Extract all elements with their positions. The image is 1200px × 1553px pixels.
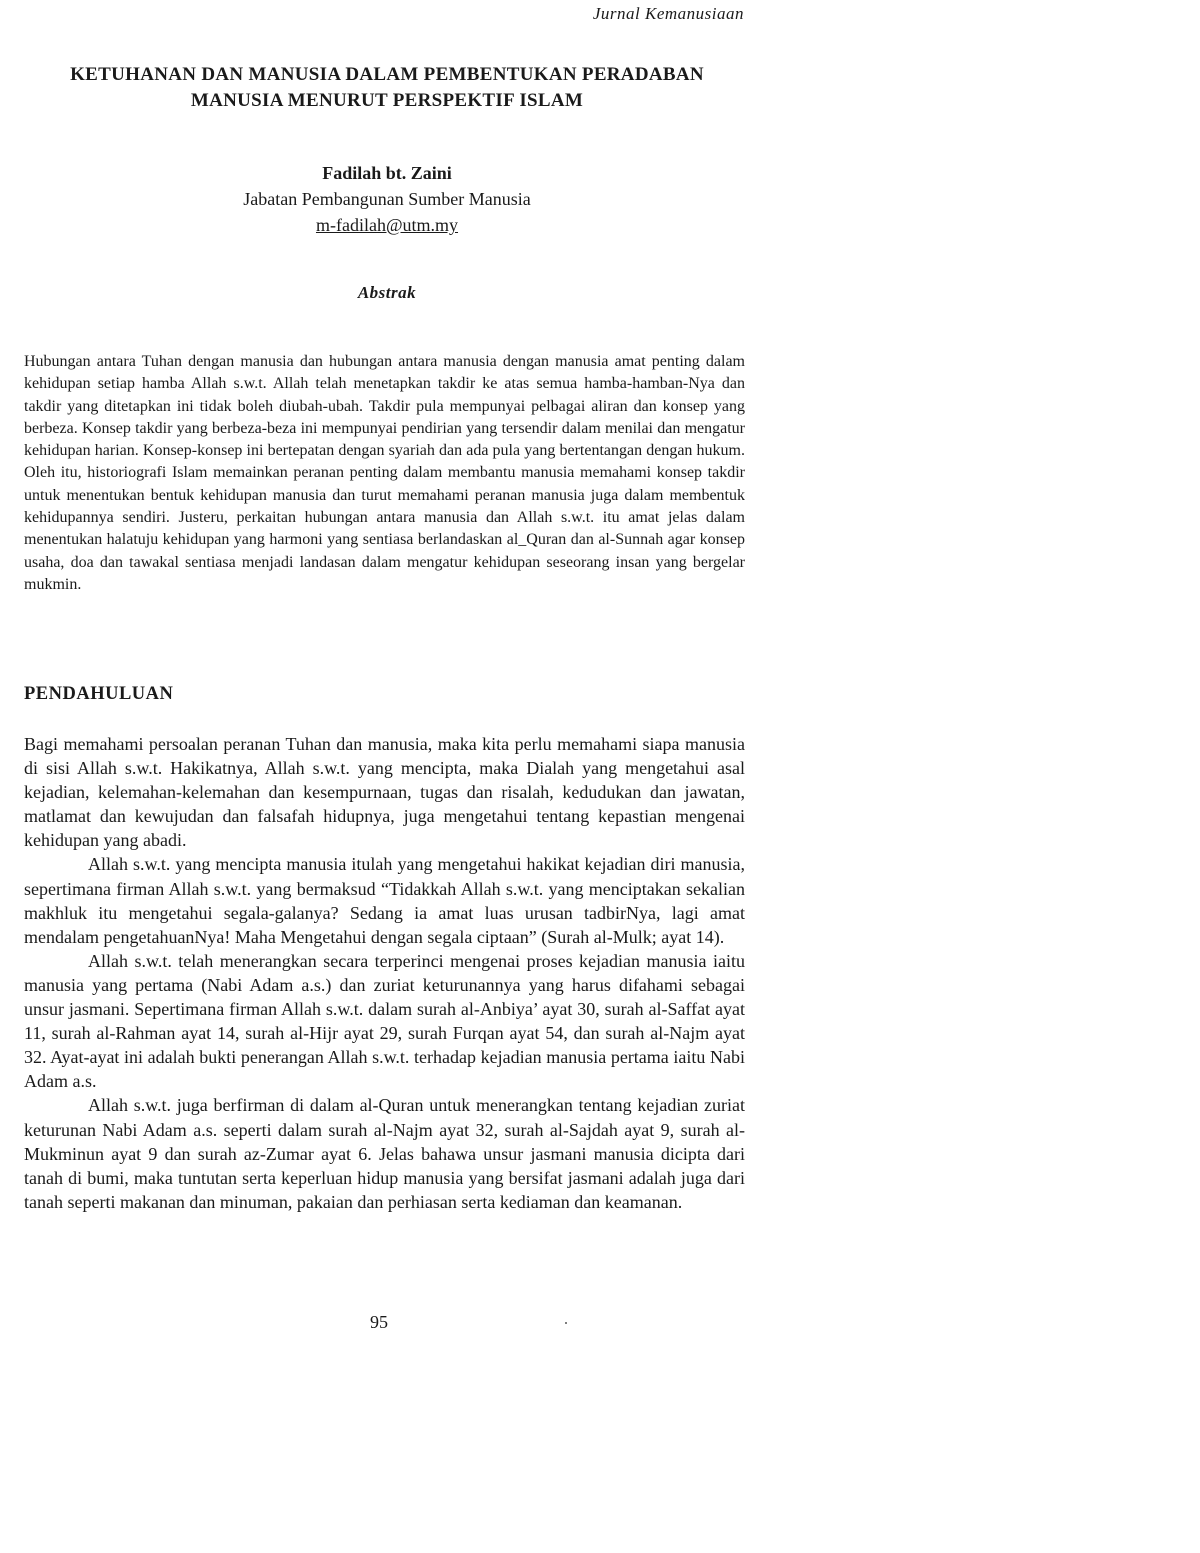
body-paragraph: Allah s.w.t. telah menerangkan secara terperinci mengenai proses kejadian manusia iaitu manusia yang pertama (Nabi Adam a.s.) dan zuriat keturunannya yang harus difahami sebagai unsur jasmani. Sepertimana firman Allah s.w.t. dalam surah al-Anbiya’ ayat 30, surah al-Saffat ayat 11, surah al-Rahman ayat 14, surah al-Hijr ayat 29, surah Furqan ayat 54, dan surah al-Najm ayat 32. Ayat-ayat ini adalah bukti penerangan Allah s.w.t. terhadap kejadian manusia pertama iaitu Nabi Adam a.s. [24, 950, 745, 1092]
abstract-heading: Abstrak [357, 283, 417, 302]
article-title-line-1: KETUHANAN DAN MANUSIA DALAM PEMBENTUKAN PERADABAN [70, 64, 704, 85]
author-name: Fadilah bt. Zaini [322, 163, 452, 183]
body-paragraph: Allah s.w.t. yang mencipta manusia itulah yang mengetahui hakikat kejadian diri manusia, sepertimana firman Allah s.w.t. yang bermaksud “Tidakkah Allah s.w.t. yang menciptakan sekalian makhluk itu mengetahui segala-galanya? Sedang ia amat luas urusan tadbirNya, lagi amat mendalam pengetahuanNya! Maha Mengetahui dengan segala ciptaan” (Surah al-Mulk; ayat 14). [24, 854, 745, 947]
page-number: 95 [370, 1312, 388, 1332]
article-title [30, 62, 744, 114]
journal-name: Jurnal Kemanusiaan [592, 4, 744, 23]
abstract-text: Hubungan antara Tuhan dengan manusia dan hubungan antara manusia dengan manusia amat penting dalam kehidupan setiap hamba Allah s.w.t. Allah telah menetapkan takdir ke atas semua hamba-hamban-Nya dan takdir yang ditetapkan ini tidak boleh diubah-ubah. Takdir pula mempunyai pelbagai aliran dan konsep yang berbeza. Konsep takdir yang berbeza-beza ini mempunyai pendirian yang tersendir dalam menilai dan mengatur kehidupan harian. Konsep-konsep ini bertepatan dengan syariah dan ada pula yang bertentangan dengan hukum. Oleh itu, historiografi Islam memainkan peranan penting dalam membantu manusia memahami konsep takdir untuk menentukan bentuk kehidupan manusia dan turut memahami peranan manusia juga dalam membentuk kehidupannya sendiri. Justeru, perkaitan hubungan antara manusia dan Allah s.w.t. itu amat jelas dalam menentukan halatuju kehidupan yang harmoni yang sentiasa berlandaskan al_Quran dan al-Sunnah agar konsep usaha, doa dan tawakal sentiasa menjadi landasan dalam mengatur kehidupan seseorang insan yang bergelar mukmin. [24, 353, 745, 593]
article-title-line-2: MANUSIA MENURUT PERSPEKTIF ISLAM [190, 90, 584, 111]
scan-speck [565, 1322, 567, 1324]
author-email-link[interactable]: m-fadilah@utm.my [315, 215, 459, 235]
body-paragraph: Bagi memahami persoalan peranan Tuhan dan manusia, maka kita perlu memahami siapa manusia di sisi Allah s.w.t. Hakikatnya, Allah s.w.t. yang mencipta, maka Dialah yang mengetahui asal kejadian, kelemahan-kelemahan dan kesempurnaan, tugas dan risalah, kedudukan dan jawatan, matlamat dan kewujudan dan falsafah hidupnya, juga mengetahui tentang kepastian mengenai kehidupan yang abadi. [24, 734, 745, 851]
section-heading: PENDAHULUAN [24, 684, 174, 704]
body-paragraph: Allah s.w.t. juga berfirman di dalam al-Quran untuk menerangkan tentang kejadian zuriat keturunan Nabi Adam a.s. seperti dalam surah al-Najm ayat 32, surah al-Sajdah ayat 9, surah al-Mukminun ayat 9 dan surah az-Zumar ayat 6. Jelas bahawa unsur jasmani manusia dicipta dari tanah di bumi, maka tuntutan serta keperluan hidup manusia yang bersifat jasmani adalah juga dari tanah seperti makanan dan minuman, pakaian dan perhiasan serta kediaman dan keamanan. [24, 1095, 745, 1212]
section-body [24, 732, 745, 1214]
author-block [30, 160, 744, 238]
author-affiliation: Jabatan Pembangunan Sumber Manusia [243, 189, 531, 209]
